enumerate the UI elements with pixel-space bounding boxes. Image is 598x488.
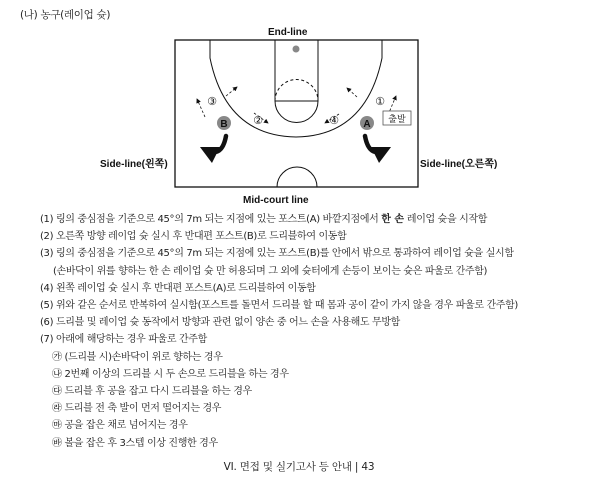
- foul-item: ㉱ 드리블 전 축 발이 먼저 떨어지는 경우: [52, 403, 222, 415]
- post-a-label: A: [363, 119, 371, 130]
- end-line-label: End-line: [268, 27, 308, 38]
- post-b-label: B: [220, 119, 228, 130]
- mid-court-line-label: Mid-court line: [243, 195, 309, 206]
- rules-list: [40, 211, 585, 452]
- foul-item: ㉳ 볼을 잡은 후 3스텝 이상 진행한 경우: [52, 437, 218, 449]
- rule-item: (7) 아래에 해당하는 경우 파울로 간주함: [40, 334, 207, 346]
- hoop: [293, 46, 300, 53]
- foul-item: ㉮ (드리블 시)손바닥이 위로 향하는 경우: [52, 351, 223, 363]
- rule-item: (손바닥이 위를 향하는 한 손 레이업 슛 만 허용되며 그 외에 슛터에게 손등이 보이는 슛은 파울로 간주함): [53, 265, 488, 277]
- foul-item: ㉲ 공을 잡은 채로 넘어지는 경우: [52, 420, 188, 432]
- step-number-3: ③: [207, 95, 217, 108]
- rule-item: (5) 위와 같은 순서로 반복하여 실시함(포스트를 돌면서 드리블 할 때 몸과 공이 같이 가지 않을 경우 파울로 간주함): [40, 300, 518, 312]
- side-line-right-label: Side-line(오른쪽): [420, 159, 498, 170]
- rule-item: (1) 링의 중심점을 기준으로 45°의 7m 되는 지점에 있는 포스트(A) 바깥지점에서 한 손 레이업 슛을 시작함: [40, 214, 488, 225]
- page-footer: VI. 면접 및 실기고사 등 안내 | 43: [223, 461, 375, 473]
- start-label: 출발: [388, 115, 406, 125]
- step-number-2: ②: [253, 114, 263, 127]
- side-line-left-label: Side-line(왼쪽): [100, 159, 168, 170]
- rule-item: (2) 오른쪽 방향 레이업 슛 실시 후 반대편 포스트(B)로 드리블하여 이동함: [40, 231, 347, 243]
- foul-item: ㉯ 2번째 이상의 드리블 시 두 손으로 드리블을 하는 경우: [52, 368, 289, 380]
- foul-item: ㉰ 드리블 후 공을 잡고 다시 드리블을 하는 경우: [52, 386, 252, 398]
- rule-item: (4) 왼쪽 레이업 슛 실시 후 반대편 포스트(A)로 드리블하여 이동함: [40, 282, 316, 294]
- section-heading: (나) 농구(레이업 슛): [20, 9, 111, 21]
- step-number-4: ④: [329, 114, 339, 127]
- rule-item: (6) 드리블 및 레이업 슛 동작에서 방향과 관련 없이 양손 중 어느 손을 사용해도 무방함: [40, 317, 400, 329]
- step-number-1: ①: [375, 95, 385, 108]
- rule-item: (3) 링의 중심점을 기준으로 45°의 7m 되는 지점에 있는 포스트(B)를 안에서 밖으로 통과하여 레이업 슛을 실시함: [40, 248, 514, 260]
